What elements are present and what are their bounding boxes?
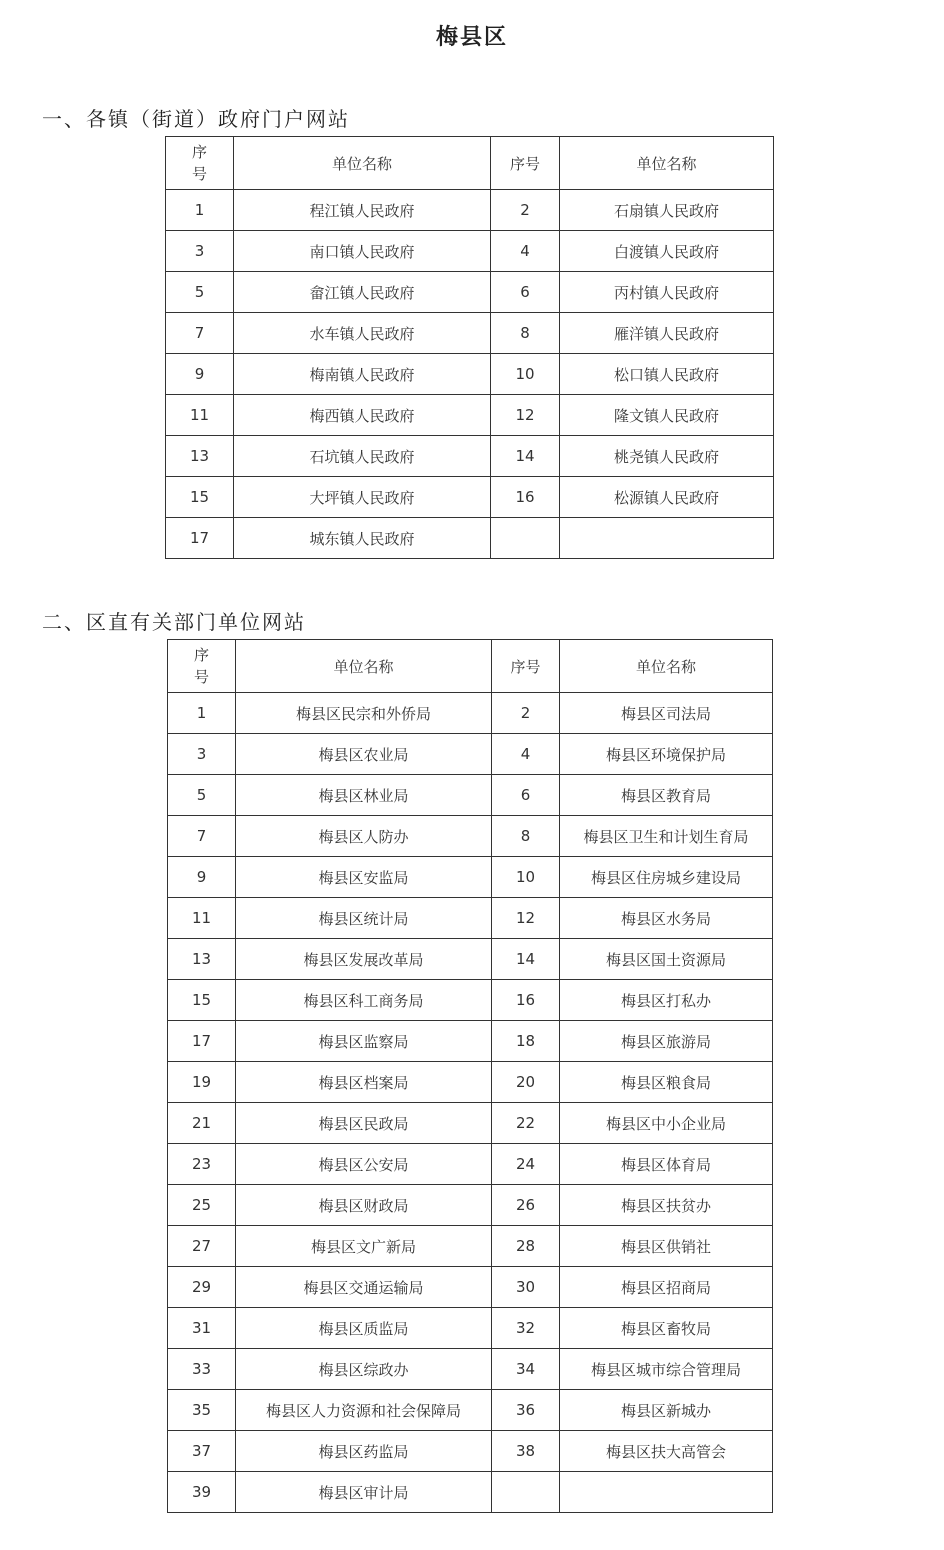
unit-name-cell: 程江镇人民政府 — [234, 190, 491, 231]
table-row — [168, 1308, 773, 1349]
unit-name-cell: 梅西镇人民政府 — [234, 395, 491, 436]
page-title: 梅县区 — [435, 24, 508, 50]
seq-cell-2: 2 — [492, 693, 560, 734]
seq-cell-2: 34 — [492, 1349, 560, 1390]
unit-name-cell: 梅县区农业局 — [236, 734, 492, 775]
unit-name-cell-2: 梅县区扶贫办 — [560, 1185, 773, 1226]
seq-cell: 9 — [166, 354, 234, 395]
table-row — [168, 1185, 773, 1226]
town-government-table — [165, 136, 774, 559]
section1-heading: 一、各镇（街道）政府门户网站 — [42, 107, 350, 131]
seq-cell: 5 — [168, 775, 236, 816]
seq-cell-2: 8 — [492, 816, 560, 857]
unit-name-cell: 梅县区人力资源和社会保障局 — [236, 1390, 492, 1431]
unit-name-cell-2: 松源镇人民政府 — [560, 477, 774, 518]
unit-name-cell: 梅县区质监局 — [236, 1308, 492, 1349]
unit-name-cell: 大坪镇人民政府 — [234, 477, 491, 518]
unit-name-cell: 梅县区财政局 — [236, 1185, 492, 1226]
unit-name-cell-2 — [560, 518, 774, 559]
unit-name-header-2: 单位名称 — [560, 137, 774, 190]
seq-cell-2: 22 — [492, 1103, 560, 1144]
table-row — [168, 1103, 773, 1144]
table-row — [168, 1349, 773, 1390]
seq-cell-2: 32 — [492, 1308, 560, 1349]
seq-cell-2: 14 — [492, 939, 560, 980]
seq-cell: 3 — [166, 231, 234, 272]
unit-name-cell: 梅县区民宗和外侨局 — [236, 693, 492, 734]
table-row — [166, 436, 774, 477]
seq-cell-2: 2 — [491, 190, 560, 231]
seq-cell-2: 20 — [492, 1062, 560, 1103]
table-row — [168, 1472, 773, 1513]
seq-cell: 7 — [168, 816, 236, 857]
unit-name-cell-2: 丙村镇人民政府 — [560, 272, 774, 313]
unit-name-cell-2: 桃尧镇人民政府 — [560, 436, 774, 477]
unit-name-cell-2: 梅县区旅游局 — [560, 1021, 773, 1062]
seq-cell-2: 26 — [492, 1185, 560, 1226]
table-row — [168, 1062, 773, 1103]
seq-cell: 1 — [168, 693, 236, 734]
table-header-row — [166, 137, 774, 190]
table-row — [168, 693, 773, 734]
unit-name-header: 单位名称 — [234, 137, 491, 190]
unit-name-cell-2: 梅县区城市综合管理局 — [560, 1349, 773, 1390]
table-row — [168, 1267, 773, 1308]
unit-name-cell: 梅县区统计局 — [236, 898, 492, 939]
table-row — [168, 775, 773, 816]
unit-name-cell-2: 白渡镇人民政府 — [560, 231, 774, 272]
unit-name-cell-2: 梅县区住房城乡建设局 — [560, 857, 773, 898]
seq-cell-2: 4 — [491, 231, 560, 272]
unit-name-cell: 梅南镇人民政府 — [234, 354, 491, 395]
unit-name-cell-2: 梅县区司法局 — [560, 693, 773, 734]
seq-cell-2 — [491, 518, 560, 559]
seq-cell-2: 18 — [492, 1021, 560, 1062]
seq-cell: 31 — [168, 1308, 236, 1349]
table-row — [168, 898, 773, 939]
table-row — [166, 354, 774, 395]
unit-name-cell-2: 梅县区畜牧局 — [560, 1308, 773, 1349]
seq-cell: 25 — [168, 1185, 236, 1226]
seq-cell-2: 4 — [492, 734, 560, 775]
unit-name-cell: 梅县区文广新局 — [236, 1226, 492, 1267]
unit-name-cell: 梅县区民政局 — [236, 1103, 492, 1144]
seq-cell: 17 — [166, 518, 234, 559]
department-table — [167, 639, 773, 1513]
seq-header-2: 序号 — [491, 137, 560, 190]
table-row — [166, 313, 774, 354]
seq-cell-2: 38 — [492, 1431, 560, 1472]
seq-cell-2: 8 — [491, 313, 560, 354]
unit-name-cell: 梅县区林业局 — [236, 775, 492, 816]
seq-cell: 37 — [168, 1431, 236, 1472]
seq-cell-2: 10 — [492, 857, 560, 898]
seq-cell-2: 6 — [492, 775, 560, 816]
unit-name-cell: 南口镇人民政府 — [234, 231, 491, 272]
seq-cell-2: 36 — [492, 1390, 560, 1431]
table-row — [168, 1226, 773, 1267]
seq-cell: 9 — [168, 857, 236, 898]
seq-cell: 13 — [166, 436, 234, 477]
unit-name-cell: 梅县区人防办 — [236, 816, 492, 857]
table-header-row — [168, 640, 773, 693]
seq-cell: 5 — [166, 272, 234, 313]
unit-name-cell: 畲江镇人民政府 — [234, 272, 491, 313]
unit-name-cell-2: 梅县区供销社 — [560, 1226, 773, 1267]
seq-cell-2: 12 — [491, 395, 560, 436]
unit-name-cell-2: 梅县区体育局 — [560, 1144, 773, 1185]
unit-name-cell: 梅县区档案局 — [236, 1062, 492, 1103]
unit-name-cell-2: 梅县区环境保护局 — [560, 734, 773, 775]
seq-cell-2: 6 — [491, 272, 560, 313]
table-row — [166, 231, 774, 272]
table-row — [166, 190, 774, 231]
seq-cell: 13 — [168, 939, 236, 980]
seq-header-2: 序号 — [492, 640, 560, 693]
unit-name-cell-2: 雁洋镇人民政府 — [560, 313, 774, 354]
unit-name-header-2: 单位名称 — [560, 640, 773, 693]
table-row — [168, 1021, 773, 1062]
unit-name-cell-2: 梅县区国土资源局 — [560, 939, 773, 980]
unit-name-cell: 石坑镇人民政府 — [234, 436, 491, 477]
table-row — [168, 939, 773, 980]
seq-cell: 39 — [168, 1472, 236, 1513]
seq-cell: 15 — [168, 980, 236, 1021]
table-row — [168, 1144, 773, 1185]
unit-name-cell-2: 梅县区新城办 — [560, 1390, 773, 1431]
seq-cell: 21 — [168, 1103, 236, 1144]
table-row — [168, 816, 773, 857]
unit-name-cell: 梅县区审计局 — [236, 1472, 492, 1513]
seq-cell: 7 — [166, 313, 234, 354]
unit-name-cell: 梅县区药监局 — [236, 1431, 492, 1472]
table-row — [166, 518, 774, 559]
unit-name-cell-2: 梅县区水务局 — [560, 898, 773, 939]
table-row — [168, 1431, 773, 1472]
unit-name-cell-2: 梅县区中小企业局 — [560, 1103, 773, 1144]
unit-name-header: 单位名称 — [236, 640, 492, 693]
unit-name-cell-2 — [560, 1472, 773, 1513]
unit-name-cell: 梅县区综政办 — [236, 1349, 492, 1390]
unit-name-cell: 城东镇人民政府 — [234, 518, 491, 559]
unit-name-cell: 梅县区公安局 — [236, 1144, 492, 1185]
seq-cell: 11 — [168, 898, 236, 939]
unit-name-cell-2: 松口镇人民政府 — [560, 354, 774, 395]
unit-name-cell: 梅县区监察局 — [236, 1021, 492, 1062]
seq-cell-2: 28 — [492, 1226, 560, 1267]
table-row — [166, 477, 774, 518]
seq-cell-2: 24 — [492, 1144, 560, 1185]
seq-cell: 1 — [166, 190, 234, 231]
seq-cell: 35 — [168, 1390, 236, 1431]
table-row — [168, 857, 773, 898]
table-row — [168, 734, 773, 775]
unit-name-cell-2: 梅县区粮食局 — [560, 1062, 773, 1103]
seq-cell: 17 — [168, 1021, 236, 1062]
unit-name-cell: 梅县区科工商务局 — [236, 980, 492, 1021]
seq-cell: 3 — [168, 734, 236, 775]
unit-name-cell-2: 隆文镇人民政府 — [560, 395, 774, 436]
seq-cell-2: 16 — [492, 980, 560, 1021]
unit-name-cell-2: 梅县区教育局 — [560, 775, 773, 816]
seq-cell: 19 — [168, 1062, 236, 1103]
seq-cell: 23 — [168, 1144, 236, 1185]
unit-name-cell-2: 梅县区招商局 — [560, 1267, 773, 1308]
seq-cell-2: 10 — [491, 354, 560, 395]
table-row — [168, 980, 773, 1021]
unit-name-cell-2: 梅县区扶大高管会 — [560, 1431, 773, 1472]
seq-cell: 15 — [166, 477, 234, 518]
section2-heading: 二、区直有关部门单位网站 — [42, 610, 306, 634]
seq-cell: 27 — [168, 1226, 236, 1267]
unit-name-cell: 梅县区安监局 — [236, 857, 492, 898]
seq-header: 序 号 — [168, 640, 236, 693]
seq-cell-2: 12 — [492, 898, 560, 939]
seq-cell: 33 — [168, 1349, 236, 1390]
seq-cell: 11 — [166, 395, 234, 436]
unit-name-cell: 梅县区交通运输局 — [236, 1267, 492, 1308]
table-row — [168, 1390, 773, 1431]
table-row — [166, 272, 774, 313]
unit-name-cell-2: 梅县区卫生和计划生育局 — [560, 816, 773, 857]
seq-header: 序 号 — [166, 137, 234, 190]
seq-cell-2: 14 — [491, 436, 560, 477]
table-row — [166, 395, 774, 436]
seq-cell-2: 30 — [492, 1267, 560, 1308]
unit-name-cell-2: 梅县区打私办 — [560, 980, 773, 1021]
seq-cell-2: 16 — [491, 477, 560, 518]
unit-name-cell: 梅县区发展改革局 — [236, 939, 492, 980]
seq-cell: 29 — [168, 1267, 236, 1308]
unit-name-cell: 水车镇人民政府 — [234, 313, 491, 354]
seq-cell-2 — [492, 1472, 560, 1513]
unit-name-cell-2: 石扇镇人民政府 — [560, 190, 774, 231]
